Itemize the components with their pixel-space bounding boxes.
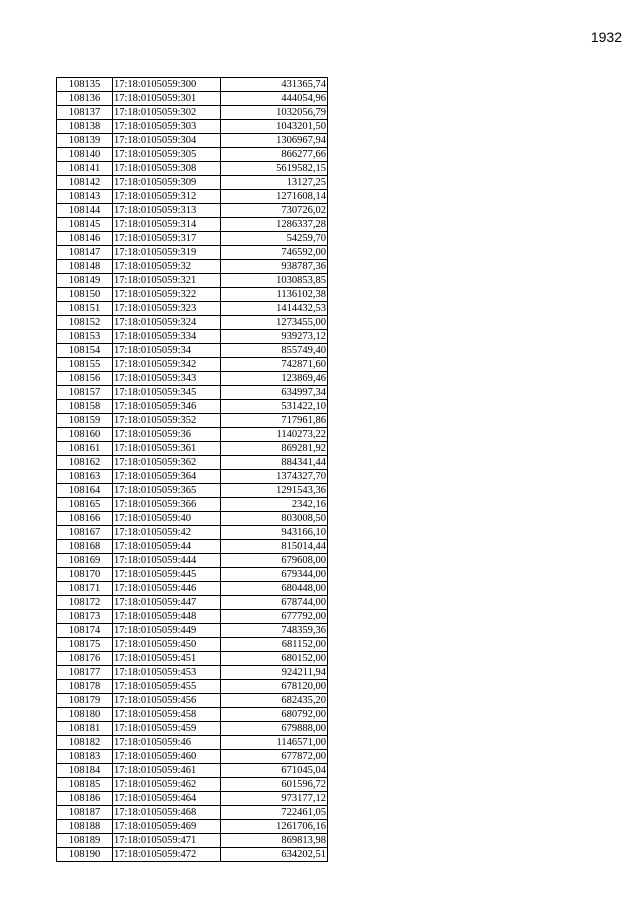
row-number-cell: 108180 (57, 708, 113, 722)
table-row (57, 190, 328, 204)
cadastral-value-cell: 742871,60 (221, 358, 328, 372)
row-number-cell: 108151 (57, 302, 113, 316)
cadastral-number-cell: 17:18:0105059:362 (113, 456, 221, 470)
cadastral-value-cell: 1306967,94 (221, 134, 328, 148)
row-number-cell: 108144 (57, 204, 113, 218)
cadastral-number-cell: 17:18:0105059:464 (113, 792, 221, 806)
row-number-cell: 108150 (57, 288, 113, 302)
cadastral-number-cell: 17:18:0105059:314 (113, 218, 221, 232)
row-number-cell: 108135 (57, 78, 113, 92)
cadastral-number-cell: 17:18:0105059:456 (113, 694, 221, 708)
cadastral-value-cell: 678120,00 (221, 680, 328, 694)
cadastral-number-cell: 17:18:0105059:346 (113, 400, 221, 414)
cadastral-number-cell: 17:18:0105059:322 (113, 288, 221, 302)
cadastral-number-cell: 17:18:0105059:447 (113, 596, 221, 610)
table-row (57, 246, 328, 260)
cadastral-value-cell: 601596,72 (221, 778, 328, 792)
row-number-cell: 108143 (57, 190, 113, 204)
table-row (57, 680, 328, 694)
cadastral-number-cell: 17:18:0105059:446 (113, 582, 221, 596)
table-row (57, 484, 328, 498)
cadastral-number-cell: 17:18:0105059:304 (113, 134, 221, 148)
row-number-cell: 108178 (57, 680, 113, 694)
row-number-cell: 108157 (57, 386, 113, 400)
row-number-cell: 108167 (57, 526, 113, 540)
row-number-cell: 108188 (57, 820, 113, 834)
cadastral-number-cell: 17:18:0105059:309 (113, 176, 221, 190)
table-row (57, 498, 328, 512)
table-row (57, 288, 328, 302)
cadastral-number-cell: 17:18:0105059:300 (113, 78, 221, 92)
table-row (57, 456, 328, 470)
cadastral-number-cell: 17:18:0105059:366 (113, 498, 221, 512)
row-number-cell: 108148 (57, 260, 113, 274)
cadastral-value-cell: 1414432,53 (221, 302, 328, 316)
row-number-cell: 108170 (57, 568, 113, 582)
cadastral-number-cell: 17:18:0105059:302 (113, 106, 221, 120)
cadastral-value-cell: 679888,00 (221, 722, 328, 736)
cadastral-value-table (56, 77, 328, 862)
table-row (57, 400, 328, 414)
cadastral-number-cell: 17:18:0105059:450 (113, 638, 221, 652)
row-number-cell: 108184 (57, 764, 113, 778)
cadastral-number-cell: 17:18:0105059:455 (113, 680, 221, 694)
cadastral-number-cell: 17:18:0105059:301 (113, 92, 221, 106)
row-number-cell: 108185 (57, 778, 113, 792)
cadastral-number-cell: 17:18:0105059:364 (113, 470, 221, 484)
table-row (57, 624, 328, 638)
table-row (57, 316, 328, 330)
row-number-cell: 108145 (57, 218, 113, 232)
table-row (57, 792, 328, 806)
row-number-cell: 108163 (57, 470, 113, 484)
cadastral-number-cell: 17:18:0105059:462 (113, 778, 221, 792)
cadastral-number-cell: 17:18:0105059:317 (113, 232, 221, 246)
cadastral-value-cell: 722461,05 (221, 806, 328, 820)
cadastral-value-cell: 943166,10 (221, 526, 328, 540)
cadastral-value-cell: 803008,50 (221, 512, 328, 526)
table-row (57, 148, 328, 162)
cadastral-value-cell: 938787,36 (221, 260, 328, 274)
cadastral-number-cell: 17:18:0105059:459 (113, 722, 221, 736)
cadastral-number-cell: 17:18:0105059:319 (113, 246, 221, 260)
cadastral-number-cell: 17:18:0105059:303 (113, 120, 221, 134)
cadastral-value-cell: 678744,00 (221, 596, 328, 610)
row-number-cell: 108171 (57, 582, 113, 596)
table-row (57, 596, 328, 610)
row-number-cell: 108174 (57, 624, 113, 638)
cadastral-value-cell: 682435,20 (221, 694, 328, 708)
row-number-cell: 108176 (57, 652, 113, 666)
cadastral-number-cell: 17:18:0105059:471 (113, 834, 221, 848)
cadastral-number-cell: 17:18:0105059:448 (113, 610, 221, 624)
cadastral-value-cell: 531422,10 (221, 400, 328, 414)
table-row (57, 414, 328, 428)
cadastral-number-cell: 17:18:0105059:449 (113, 624, 221, 638)
row-number-cell: 108169 (57, 554, 113, 568)
row-number-cell: 108138 (57, 120, 113, 134)
table-row (57, 568, 328, 582)
row-number-cell: 108154 (57, 344, 113, 358)
cadastral-value-cell: 1136102,38 (221, 288, 328, 302)
cadastral-value-cell: 431365,74 (221, 78, 328, 92)
table-row (57, 358, 328, 372)
table-row (57, 106, 328, 120)
cadastral-value-cell: 1271608,14 (221, 190, 328, 204)
row-number-cell: 108189 (57, 834, 113, 848)
cadastral-value-cell: 634997,34 (221, 386, 328, 400)
cadastral-value-cell: 924211,94 (221, 666, 328, 680)
cadastral-number-cell: 17:18:0105059:445 (113, 568, 221, 582)
table-row (57, 652, 328, 666)
cadastral-number-cell: 17:18:0105059:345 (113, 386, 221, 400)
cadastral-value-cell: 681152,00 (221, 638, 328, 652)
cadastral-value-cell: 746592,00 (221, 246, 328, 260)
row-number-cell: 108147 (57, 246, 113, 260)
table-row (57, 820, 328, 834)
table-row (57, 302, 328, 316)
row-number-cell: 108155 (57, 358, 113, 372)
table-row (57, 582, 328, 596)
cadastral-number-cell: 17:18:0105059:32 (113, 260, 221, 274)
table-row (57, 260, 328, 274)
row-number-cell: 108187 (57, 806, 113, 820)
cadastral-value-cell: 679608,00 (221, 554, 328, 568)
cadastral-number-cell: 17:18:0105059:34 (113, 344, 221, 358)
cadastral-number-cell: 17:18:0105059:472 (113, 848, 221, 862)
cadastral-number-cell: 17:18:0105059:46 (113, 736, 221, 750)
row-number-cell: 108161 (57, 442, 113, 456)
row-number-cell: 108153 (57, 330, 113, 344)
row-number-cell: 108177 (57, 666, 113, 680)
row-number-cell: 108141 (57, 162, 113, 176)
cadastral-number-cell: 17:18:0105059:460 (113, 750, 221, 764)
cadastral-value-cell: 1374327,70 (221, 470, 328, 484)
table-row (57, 344, 328, 358)
cadastral-number-cell: 17:18:0105059:44 (113, 540, 221, 554)
row-number-cell: 108166 (57, 512, 113, 526)
table-row (57, 778, 328, 792)
cadastral-value-cell: 13127,25 (221, 176, 328, 190)
table-row (57, 120, 328, 134)
cadastral-value-cell: 1273455,00 (221, 316, 328, 330)
cadastral-number-cell: 17:18:0105059:461 (113, 764, 221, 778)
cadastral-value-cell: 869281,92 (221, 442, 328, 456)
table-row (57, 722, 328, 736)
table-row (57, 750, 328, 764)
row-number-cell: 108136 (57, 92, 113, 106)
table-row (57, 428, 328, 442)
cadastral-number-cell: 17:18:0105059:42 (113, 526, 221, 540)
cadastral-value-cell: 717961,86 (221, 414, 328, 428)
cadastral-number-cell: 17:18:0105059:365 (113, 484, 221, 498)
table-row (57, 764, 328, 778)
table-row (57, 204, 328, 218)
cadastral-value-cell: 5619582,15 (221, 162, 328, 176)
cadastral-value-cell: 54259,70 (221, 232, 328, 246)
cadastral-value-cell: 815014,44 (221, 540, 328, 554)
cadastral-number-cell: 17:18:0105059:468 (113, 806, 221, 820)
table-row (57, 330, 328, 344)
cadastral-number-cell: 17:18:0105059:308 (113, 162, 221, 176)
row-number-cell: 108165 (57, 498, 113, 512)
cadastral-number-cell: 17:18:0105059:343 (113, 372, 221, 386)
cadastral-number-cell: 17:18:0105059:40 (113, 512, 221, 526)
row-number-cell: 108175 (57, 638, 113, 652)
row-number-cell: 108186 (57, 792, 113, 806)
cadastral-value-cell: 1286337,28 (221, 218, 328, 232)
row-number-cell: 108139 (57, 134, 113, 148)
table-row (57, 232, 328, 246)
table-row (57, 78, 328, 92)
table-row (57, 526, 328, 540)
cadastral-value-cell: 1030853,85 (221, 274, 328, 288)
row-number-cell: 108173 (57, 610, 113, 624)
table-row (57, 442, 328, 456)
cadastral-number-cell: 17:18:0105059:323 (113, 302, 221, 316)
cadastral-value-cell: 866277,66 (221, 148, 328, 162)
table-row (57, 610, 328, 624)
cadastral-value-cell: 748359,36 (221, 624, 328, 638)
cadastral-value-cell: 1032056,79 (221, 106, 328, 120)
cadastral-value-cell: 671045,04 (221, 764, 328, 778)
cadastral-value-cell: 1140273,22 (221, 428, 328, 442)
cadastral-value-cell: 1146571,00 (221, 736, 328, 750)
table-row (57, 162, 328, 176)
row-number-cell: 108162 (57, 456, 113, 470)
cadastral-number-cell: 17:18:0105059:313 (113, 204, 221, 218)
cadastral-value-cell: 123869,46 (221, 372, 328, 386)
page-number: 1932 (590, 29, 622, 45)
row-number-cell: 108160 (57, 428, 113, 442)
row-number-cell: 108183 (57, 750, 113, 764)
cadastral-value-cell: 677872,00 (221, 750, 328, 764)
cadastral-number-cell: 17:18:0105059:342 (113, 358, 221, 372)
table-row (57, 848, 328, 862)
cadastral-value-cell: 855749,40 (221, 344, 328, 358)
table-row (57, 554, 328, 568)
cadastral-number-cell: 17:18:0105059:305 (113, 148, 221, 162)
table-row (57, 470, 328, 484)
cadastral-number-cell: 17:18:0105059:321 (113, 274, 221, 288)
cadastral-value-cell: 680152,00 (221, 652, 328, 666)
cadastral-value-cell: 1043201,50 (221, 120, 328, 134)
row-number-cell: 108181 (57, 722, 113, 736)
table-row (57, 806, 328, 820)
table-row (57, 176, 328, 190)
cadastral-value-cell: 939273,12 (221, 330, 328, 344)
cadastral-value-cell: 680792,00 (221, 708, 328, 722)
cadastral-value-cell: 884341,44 (221, 456, 328, 470)
cadastral-number-cell: 17:18:0105059:361 (113, 442, 221, 456)
row-number-cell: 108149 (57, 274, 113, 288)
cadastral-value-cell: 869813,98 (221, 834, 328, 848)
table-row (57, 638, 328, 652)
cadastral-value-cell: 679344,00 (221, 568, 328, 582)
table-row (57, 274, 328, 288)
table-row (57, 92, 328, 106)
cadastral-value-cell: 444054,96 (221, 92, 328, 106)
cadastral-value-cell: 973177,12 (221, 792, 328, 806)
cadastral-value-cell: 680448,00 (221, 582, 328, 596)
cadastral-number-cell: 17:18:0105059:469 (113, 820, 221, 834)
cadastral-number-cell: 17:18:0105059:334 (113, 330, 221, 344)
row-number-cell: 108190 (57, 848, 113, 862)
cadastral-value-cell: 730726,02 (221, 204, 328, 218)
row-number-cell: 108146 (57, 232, 113, 246)
table-body (57, 78, 328, 862)
cadastral-value-cell: 677792,00 (221, 610, 328, 624)
table-row (57, 666, 328, 680)
cadastral-number-cell: 17:18:0105059:444 (113, 554, 221, 568)
row-number-cell: 108172 (57, 596, 113, 610)
table-row (57, 218, 328, 232)
row-number-cell: 108179 (57, 694, 113, 708)
cadastral-number-cell: 17:18:0105059:453 (113, 666, 221, 680)
cadastral-number-cell: 17:18:0105059:324 (113, 316, 221, 330)
row-number-cell: 108164 (57, 484, 113, 498)
row-number-cell: 108168 (57, 540, 113, 554)
cadastral-number-cell: 17:18:0105059:451 (113, 652, 221, 666)
table-row (57, 386, 328, 400)
cadastral-value-cell: 2342,16 (221, 498, 328, 512)
table-row (57, 540, 328, 554)
table-row (57, 834, 328, 848)
cadastral-number-cell: 17:18:0105059:36 (113, 428, 221, 442)
cadastral-value-cell: 1291543,36 (221, 484, 328, 498)
cadastral-value-cell: 1261706,16 (221, 820, 328, 834)
row-number-cell: 108159 (57, 414, 113, 428)
cadastral-number-cell: 17:18:0105059:458 (113, 708, 221, 722)
table-row (57, 512, 328, 526)
table-row (57, 736, 328, 750)
row-number-cell: 108182 (57, 736, 113, 750)
table-row (57, 694, 328, 708)
row-number-cell: 108156 (57, 372, 113, 386)
table-row (57, 134, 328, 148)
cadastral-number-cell: 17:18:0105059:312 (113, 190, 221, 204)
table-row (57, 708, 328, 722)
row-number-cell: 108152 (57, 316, 113, 330)
row-number-cell: 108137 (57, 106, 113, 120)
cadastral-value-cell: 634202,51 (221, 848, 328, 862)
row-number-cell: 108140 (57, 148, 113, 162)
row-number-cell: 108142 (57, 176, 113, 190)
row-number-cell: 108158 (57, 400, 113, 414)
cadastral-number-cell: 17:18:0105059:352 (113, 414, 221, 428)
table-row (57, 372, 328, 386)
